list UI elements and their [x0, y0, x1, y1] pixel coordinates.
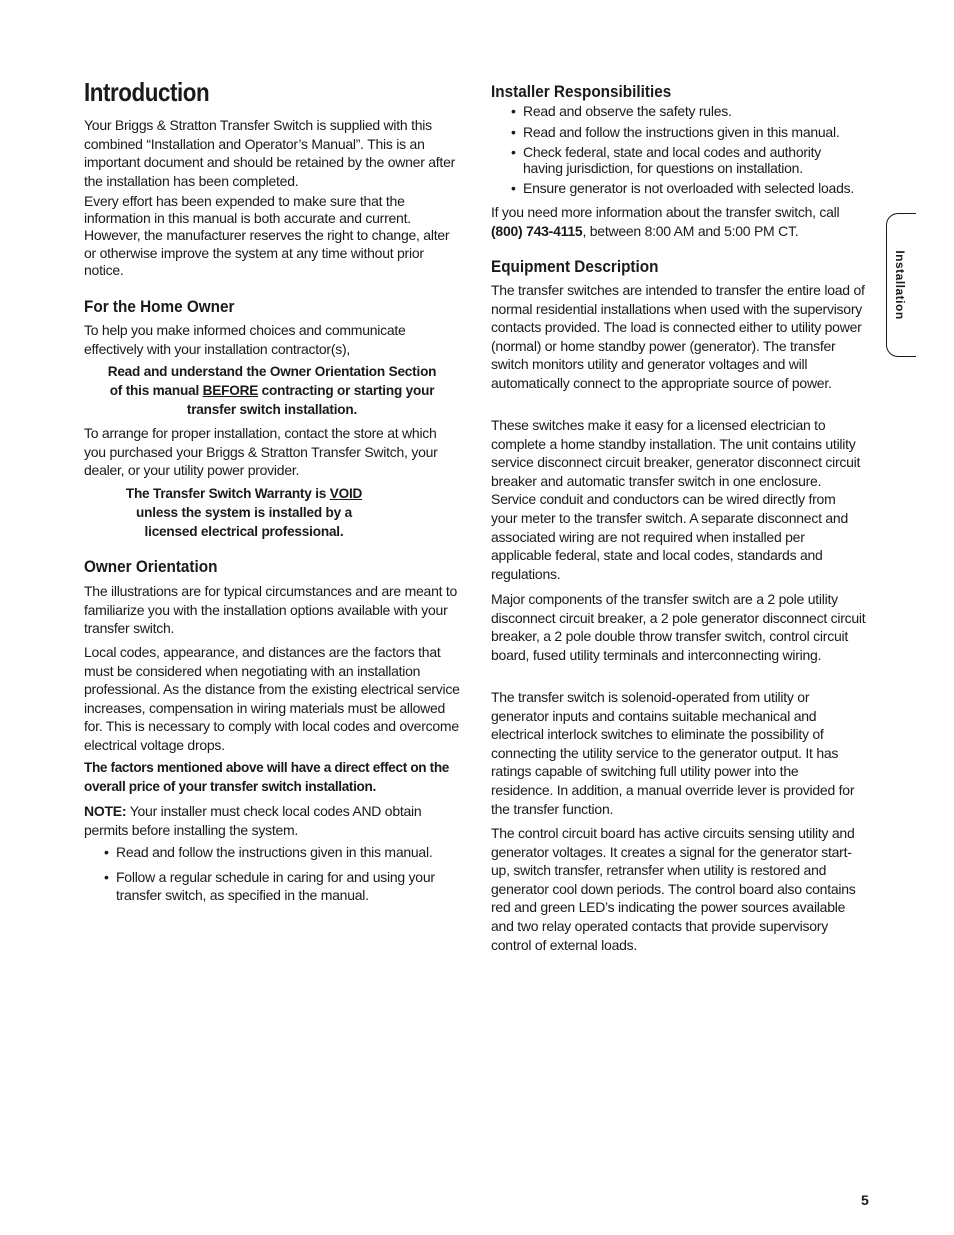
owner-orientation-heading: Owner Orientation	[84, 557, 218, 576]
equipment-heading: Equipment Description	[491, 257, 659, 276]
page-number: 5	[861, 1192, 869, 1208]
owner-orientation-bullets	[84, 845, 460, 906]
notice-line-2a: of this manual	[109, 383, 203, 398]
installer-contact	[491, 203, 871, 240]
intro-paragraph-2: Every effort has been expended to make sure that the information in this manual is both accurate and current. However, the manufacturer reserves the right to change, alter or otherwise improve the system at any time without prior notice.	[84, 193, 450, 278]
list-item: • Read and follow the instructions given in this manual.	[84, 845, 460, 861]
list-item: • Ensure generator is not overloaded with selected loads.	[491, 181, 871, 197]
equipment-paragraph-2: These switches make it easy for a licensed electrician to complete a home standby installation. The unit contains utility service disconnect circuit breaker, generator disconnect circuit breaker and automatic transfer switch in one enclosure. Service conduit and conductors can be wired directly from your meter to the transfer switch. A separate disconnect and associated wiring are not required when installed per applicable federal, state and local codes, standards and regulations.	[491, 417, 861, 582]
home-owner-paragraph-2: To arrange for proper installation, contact the store at which you purchased your Briggs & Stratton Transfer Switch, your dealer, or your utility power provider.	[84, 425, 438, 479]
notice-before-emphasis: BEFORE	[202, 383, 259, 398]
home-owner-heading: For the Home Owner	[84, 297, 235, 316]
list-item: • Read and observe the safety rules.	[491, 104, 871, 120]
installer-heading: Installer Responsibilities	[491, 82, 672, 101]
notice-line-1: Read and understand the Owner Orientation Section	[107, 364, 437, 379]
contact-text-a: If you need more information about the transfer switch, call	[491, 204, 840, 220]
warranty-line-1a: The Transfer Switch Warranty is	[125, 486, 330, 501]
equipment-paragraph-3: Major components of the transfer switch are a 2 pole utility disconnect circuit breaker, a 2 pole generator disconnect circuit breaker, a 2 pole double throw transfer switch, control circuit board, fused utility terminals and interconnecting wiring.	[491, 591, 866, 663]
equipment-paragraph-1: The transfer switches are intended to transfer the entire load of normal residential installations when used with the supervisory contacts provided. The load is connected either to utility power (normal) or home standby power (generator). The transfer switch monitors utility and generator voltages and will automatically connect to the appropriate source of power.	[491, 282, 865, 391]
section-tab-label: Installation	[893, 250, 907, 320]
owner-orientation-notice	[84, 362, 460, 419]
notice-line-2	[84, 381, 460, 400]
note-label: NOTE:	[84, 803, 127, 819]
contact-text-b: , between 8:00 AM and 5:00 PM CT.	[582, 222, 799, 239]
warranty-void-emphasis: VOID	[329, 486, 363, 501]
warranty-line-1	[84, 484, 404, 503]
page-title: Introduction	[84, 77, 210, 107]
warranty-line-3: licensed electrical professional.	[144, 524, 344, 539]
home-owner-paragraph-1: To help you make informed choices and communicate effectively with your installation contractor(s),	[84, 322, 406, 357]
intro-paragraph-1: Your Briggs & Stratton Transfer Switch is supplied with this combined “Installation and Operator’s Manual”. This is an important document and should be retained by the owner after the installation has been completed.	[84, 117, 456, 189]
note-text: Your installer must check local codes AND obtain permits before installing the system.	[84, 803, 422, 838]
owner-orientation-note	[84, 802, 460, 839]
warranty-line-2: unless the system is installed by a	[136, 505, 352, 520]
list-item: • Check federal, state and local codes and authority having jurisdiction, for questions on installation.	[491, 145, 871, 176]
contact-phone: (800) 743-4115	[491, 222, 583, 239]
warranty-notice	[84, 484, 404, 541]
owner-orientation-paragraph-2: Local codes, appearance, and distances are the factors that must be considered when negotiating with an installation professional. As the distance from the existing electrical service increases, compensation in wiring materials must be allowed for. This is necessary to comply with local codes and overcome electrical voltage drops.	[84, 644, 460, 753]
list-item: • Follow a regular schedule in caring for and using your transfer switch, as specified in the manual.	[84, 868, 460, 905]
installer-bullets	[491, 104, 871, 197]
owner-orientation-paragraph-3: The factors mentioned above will have a direct effect on the overall price of your transfer switch installation.	[84, 760, 450, 794]
notice-line-3: transfer switch installation.	[186, 402, 358, 417]
equipment-paragraph-4: The transfer switch is solenoid-operated from utility or generator inputs and contains suitable mechanical and electrical interlock switches to eliminate the possibility of connecting the utility service to the generator output. It has ratings capable of switching full utility power into the residence. In addition, a manual override lever is provided for the transfer function.	[491, 689, 855, 817]
owner-orientation-paragraph-1: The illustrations are for typical circumstances and are meant to familiarize you with the installation options available with your transfer switch.	[84, 583, 458, 637]
list-item: • Read and follow the instructions given in this manual.	[491, 125, 871, 141]
notice-line-2c: contracting or starting your	[258, 383, 435, 398]
equipment-paragraph-5: The control circuit board has active circuits sensing utility and generator voltages. It creates a signal for the generator start-up, switch transfer, retransfer when utility is restored and generator cool down periods. The control board also contains red and green LED’s indicating the power sources available and two relay operated contacts that provide supervisory control of external loads.	[491, 825, 856, 953]
